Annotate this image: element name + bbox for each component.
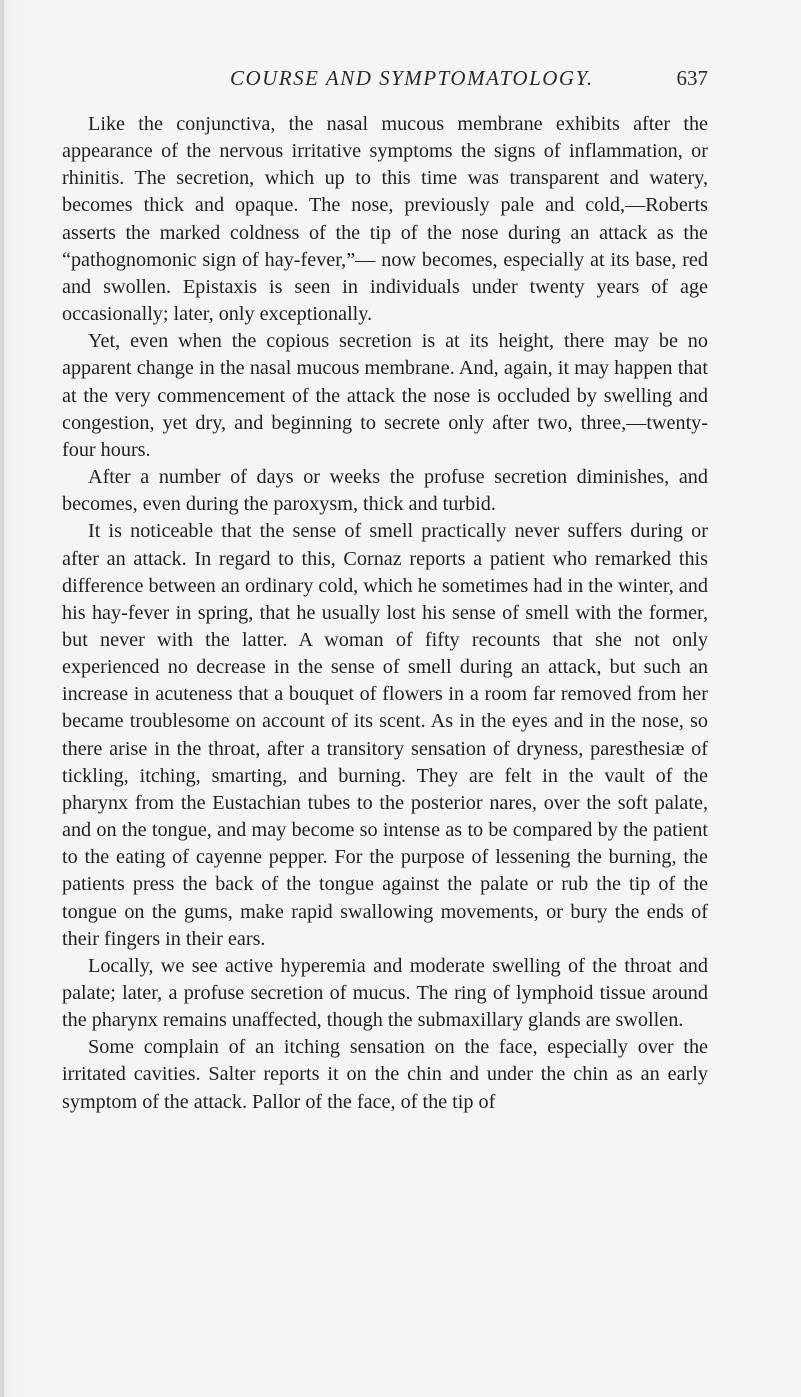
paragraph-copious-secretion: Yet, even when the copious secretion is at its height, there may be no apparent change in the nasal mucous membrane. And, again, it may happen that at the very commencement of the attack the nose is occluded by swelling and congestion, yet dry, and beginning to secrete only after two, three,—twenty-four hours. — [62, 330, 708, 461]
body-text — [62, 111, 708, 1116]
paragraph-local-hyperemia: Locally, we see active hyperemia and moderate swelling of the throat and palate; later, a profuse secretion of mucus. The ring of lymphoid tissue around the pharynx remains unaffected, though the submaxillary glands are swollen. — [62, 954, 708, 1032]
paragraph-conjunctiva-nasal: Like the conjunctiva, the nasal mucous membrane exhibits after the appearance of the nervous irritative symptoms the signs of inflammation, or rhinitis. The secretion, which up to this time was transparent and watery, becomes thick and opaque. The nose, previously pale and cold,—Roberts asserts the marked coldness of the tip of the nose during an attack as the “pathognomonic sign of hay-fever,”— now becomes, especially at its base, red and swollen. Epistaxis is seen in individuals under twenty years of age occasionally; later, only exceptionally. — [62, 113, 708, 326]
paragraph-itching-face: Some complain of an itching sensation on the face, especially over the irritated cavities. Salter reports it on the chin and under the chin as an early symptom of the attack. Pallor of the face, of the tip of — [62, 1036, 708, 1113]
binding-edge — [0, 0, 4, 1397]
running-title: COURSE AND SYMPTOMATOLOGY. — [230, 66, 594, 90]
running-head — [60, 66, 708, 96]
paragraph-sense-of-smell: It is noticeable that the sense of smell practically never suffers during or after an attack. In regard to this, Cornaz reports a patient who remarked this difference between an ordinary cold, which he sometimes had in the winter, and his hay-fever in spring, that he usually lost his sense of smell with the former, but never with the latter. A woman of fifty recounts that she not only experienced no decrease in the sense of smell during an attack, but such an increase in acuteness that a bouquet of flowers in a room far removed from her became troublesome on account of its scent. As in the eyes and in the nose, so there arise in the throat, after a transitory sensation of dryness, paresthesiæ of tickling, itching, smarting, and burning. They are felt in the vault of the pharynx from the Eustachian tubes to the posterior nares, over the soft palate, and on the tongue, and may become so intense as to be compared by the patient to the eating of cayenne pepper. For the purpose of lessening the burning, the patients press the back of the tongue against the palate or rub the tip of the tongue on the gums, make rapid swallowing movements, or bury the ends of their fingers in their ears. — [62, 520, 708, 950]
page-number: 637 — [676, 66, 708, 90]
paragraph-secretion-diminishes: After a number of days or weeks the profuse secretion diminishes, and becomes, even during the paroxysm, thick and turbid. — [62, 466, 708, 516]
